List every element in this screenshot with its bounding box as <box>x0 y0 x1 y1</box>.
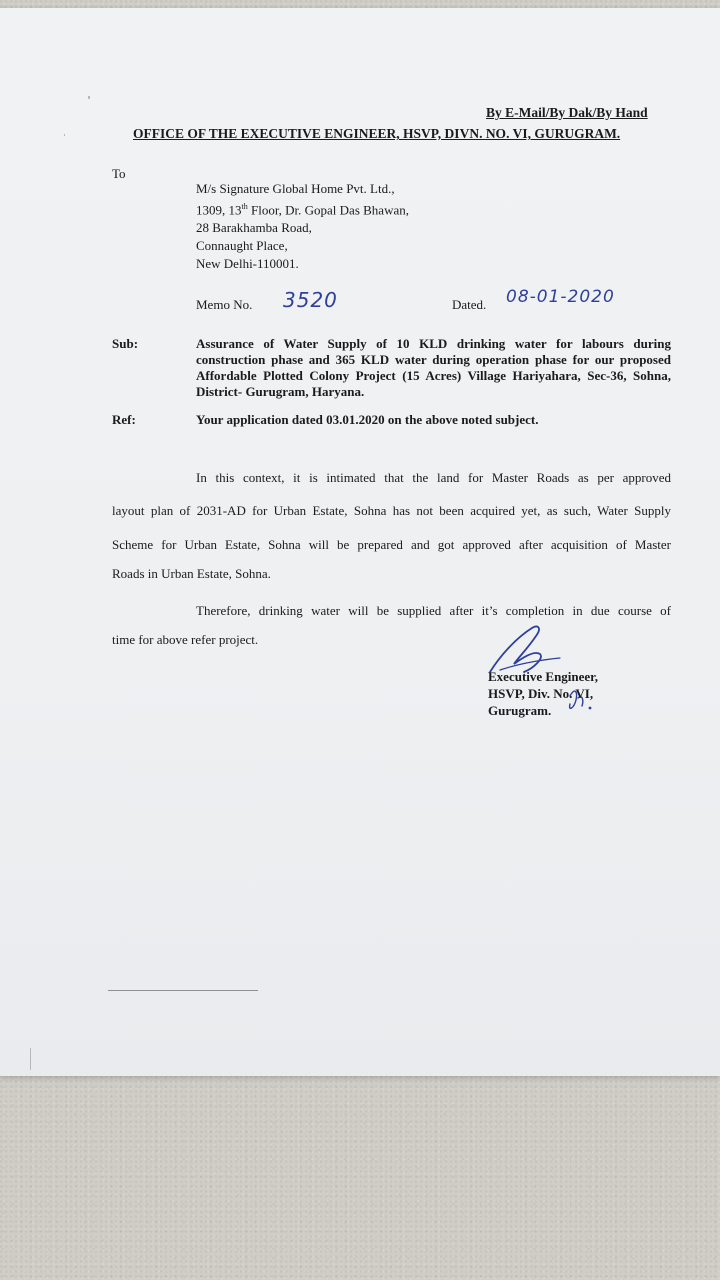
addressee-line: New Delhi-110001. <box>196 256 299 272</box>
addressee-line: 1309, 13th Floor, Dr. Gopal Das Bhawan, <box>196 202 409 218</box>
body-line: layout plan of 2031-AD for Urban Estate, Sohna has not been acquired yet, as such, Water Supply <box>112 503 671 518</box>
addressee-line: Connaught Place, <box>196 238 288 254</box>
addressee-line: 28 Barakhamba Road, <box>196 220 312 236</box>
dated-label: Dated. <box>452 297 487 312</box>
footer-fine-print <box>108 989 258 992</box>
to-label: To <box>112 166 126 181</box>
reference-text: Your application dated 03.01.2020 on the above noted subject. <box>196 412 539 427</box>
body-line: Therefore, drinking water will be supplied after it’s completion in due course of <box>196 603 671 618</box>
memo-number-handwritten: 3520 <box>283 288 338 312</box>
body-line: Scheme for Urban Estate, Sohna will be prepared and got approved after acquisition of Master <box>112 537 671 552</box>
body-line: time for above refer project. <box>112 632 259 647</box>
body-line: In this context, it is intimated that the land for Master Roads as per approved <box>196 470 671 485</box>
body-line: Roads in Urban Estate, Sohna. <box>112 566 271 581</box>
addressee-block <box>196 180 409 273</box>
reference-label: Ref: <box>112 412 136 427</box>
page-speck <box>64 134 65 136</box>
delivery-mode: By E-Mail/By Dak/By Hand <box>486 105 648 120</box>
memo-label: Memo No. <box>196 297 253 312</box>
signatory-line: HSVP, Div. No. VI, <box>488 686 594 701</box>
subject-text: Assurance of Water Supply of 10 KLD drinking water for labours during construction phase and 365 KLD water during operation phase for our proposed Affordable Plotted Colony Project (15 Acres) Village Hariyahara, Sec-36, Sohna, District- Gurugram, Haryana. <box>196 336 671 399</box>
date-handwritten: 08-01-2020 <box>506 287 615 307</box>
page-speck <box>30 1048 31 1070</box>
subject-label: Sub: <box>112 336 139 351</box>
office-title: OFFICE OF THE EXECUTIVE ENGINEER, HSVP, DIVN. NO. VI, GURUGRAM. <box>133 126 621 141</box>
signatory-line: Gurugram. <box>488 703 552 718</box>
page-speck <box>88 96 90 99</box>
signatory-block <box>488 668 598 719</box>
signatory-line: Executive Engineer, <box>488 669 599 684</box>
letter-page <box>0 8 720 1076</box>
addressee-line: M/s Signature Global Home Pvt. Ltd., <box>196 181 395 196</box>
